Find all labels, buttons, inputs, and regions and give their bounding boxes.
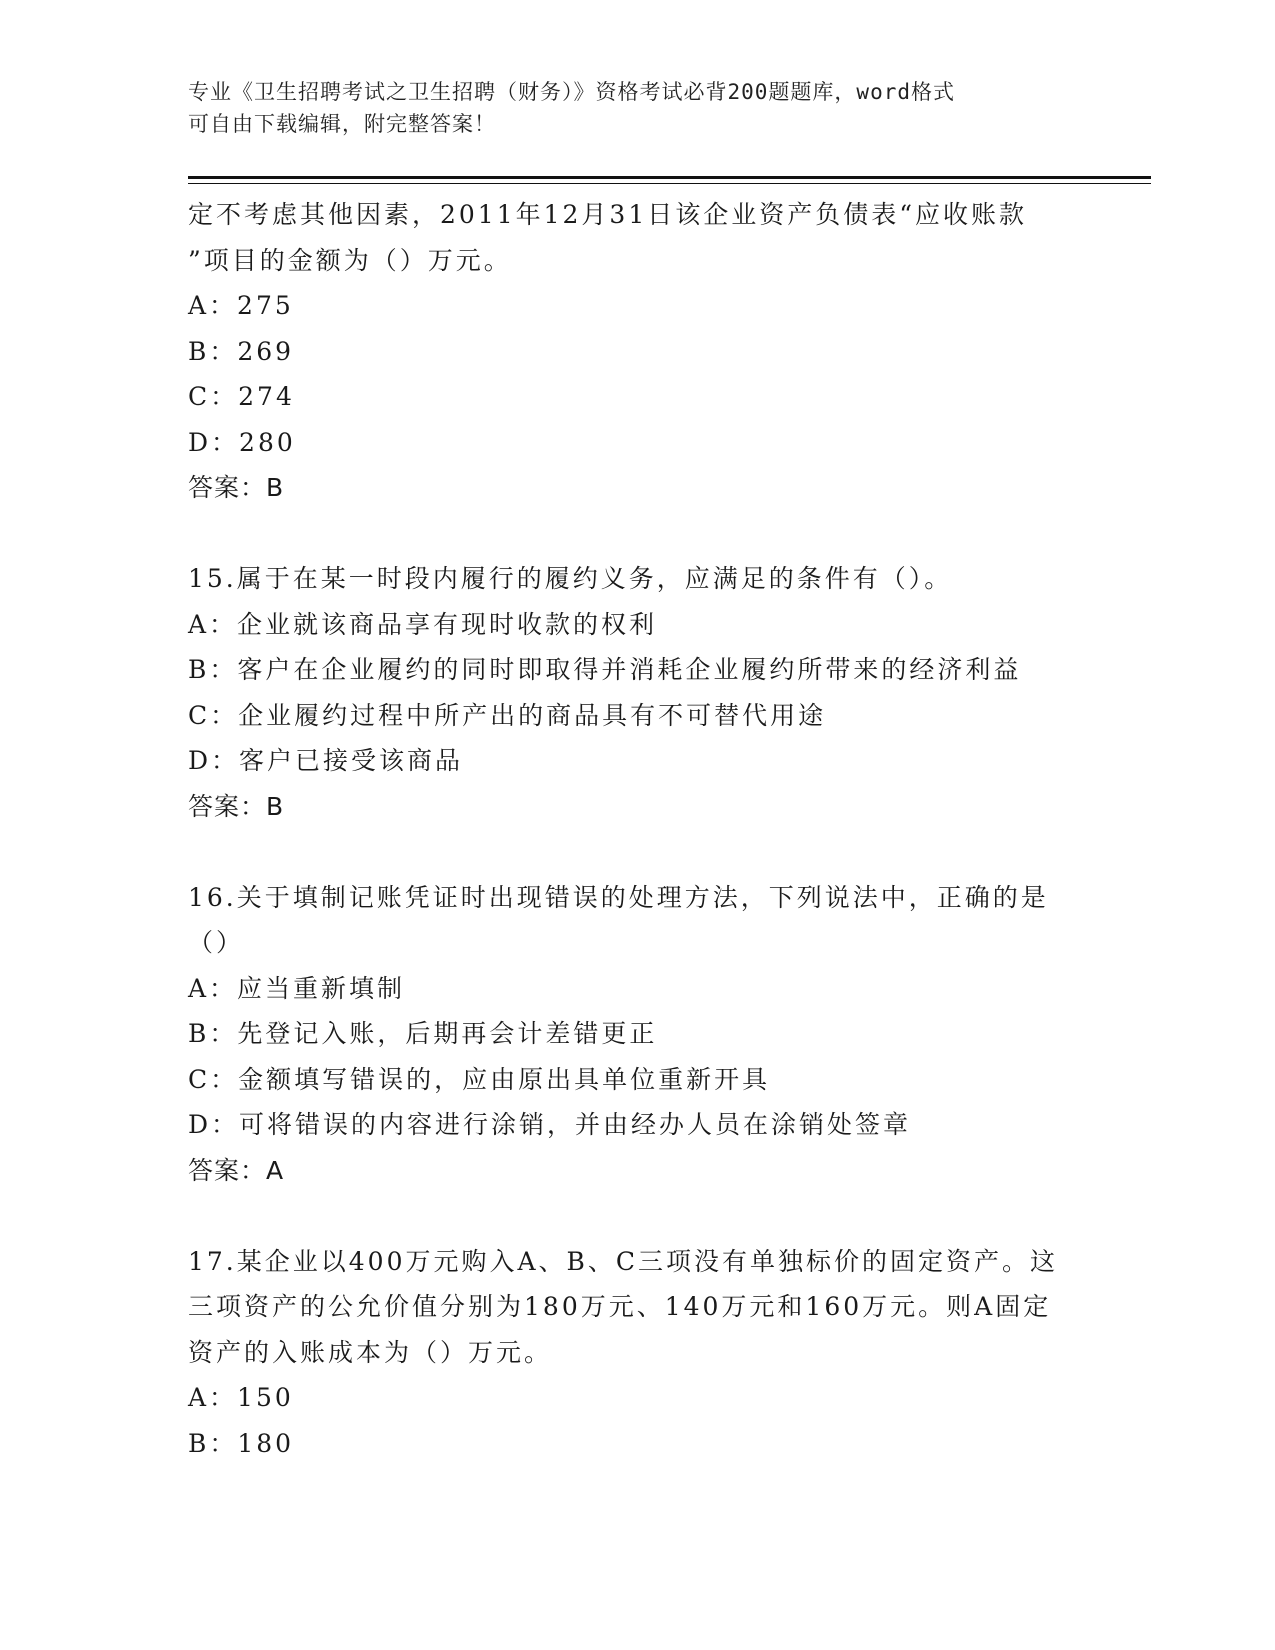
question-stem-line: ”项目的金额为（）万元。 bbox=[188, 245, 512, 275]
answer-line: 答案：B bbox=[188, 473, 285, 502]
option-c: C：企业履约过程中所产出的商品具有不可替代用途 bbox=[188, 700, 827, 730]
question-17 bbox=[188, 1239, 1088, 1467]
question-content bbox=[188, 192, 1088, 1466]
header-divider-thick bbox=[188, 176, 1151, 179]
answer-line: 答案：A bbox=[188, 1155, 285, 1185]
question-16 bbox=[188, 875, 1088, 1194]
question-stem-line: 16.关于填制记账凭证时出现错误的处理方法，下列说法中，正确的是 bbox=[188, 882, 1049, 912]
question-stem-line: 17.某企业以400万元购入A、B、C三项没有单独标价的固定资产。这 bbox=[188, 1246, 1059, 1276]
spacer bbox=[188, 511, 1088, 557]
question-stem-line: 三项资产的公允价值分别为180万元、140万元和160万元。则A固定 bbox=[188, 1292, 1052, 1321]
option-c: C：金额填写错误的，应由原出具单位重新开具 bbox=[188, 1064, 771, 1094]
option-d: D：可将错误的内容进行涂销，并由经办人员在涂销处签章 bbox=[188, 1110, 912, 1139]
option-b: B：先登记入账，后期再会计差错更正 bbox=[188, 1019, 658, 1048]
option-b: B：180 bbox=[188, 1428, 295, 1458]
header-divider-thin bbox=[188, 183, 1151, 184]
question-stem-line: 定不考虑其他因素，2011年12月31日该企业资产负债表“应收账款 bbox=[188, 200, 1028, 229]
spacer bbox=[188, 829, 1088, 875]
option-c: C：274 bbox=[188, 382, 295, 411]
option-a: A：企业就该商品享有现时收款的权利 bbox=[188, 609, 658, 639]
question-stem-line: 15.属于在某一时段内履行的履约义务，应满足的条件有（）。 bbox=[188, 564, 953, 593]
question-14 bbox=[188, 192, 1088, 511]
option-d: D：客户已接受该商品 bbox=[188, 746, 464, 775]
header-title-line-1: 专业《卫生招聘考试之卫生招聘（财务）》资格考试必背200题题库，word格式 bbox=[188, 80, 955, 104]
header-title-line-2: 可自由下载编辑，附完整答案！ bbox=[188, 112, 496, 136]
answer-line: 答案：B bbox=[188, 791, 285, 821]
question-stem-line: 资产的入账成本为（）万元。 bbox=[188, 1337, 553, 1367]
document-header bbox=[188, 76, 1068, 140]
option-b: B：客户在企业履约的同时即取得并消耗企业履约所带来的经济利益 bbox=[188, 655, 1022, 684]
option-a: A：275 bbox=[188, 291, 294, 320]
option-a: A：150 bbox=[188, 1383, 294, 1412]
question-stem-line: （） bbox=[188, 928, 245, 957]
option-b: B：269 bbox=[188, 336, 295, 366]
option-a: A：应当重新填制 bbox=[188, 973, 406, 1003]
spacer bbox=[188, 1193, 1088, 1239]
question-15 bbox=[188, 556, 1088, 829]
option-d: D：280 bbox=[188, 427, 296, 457]
